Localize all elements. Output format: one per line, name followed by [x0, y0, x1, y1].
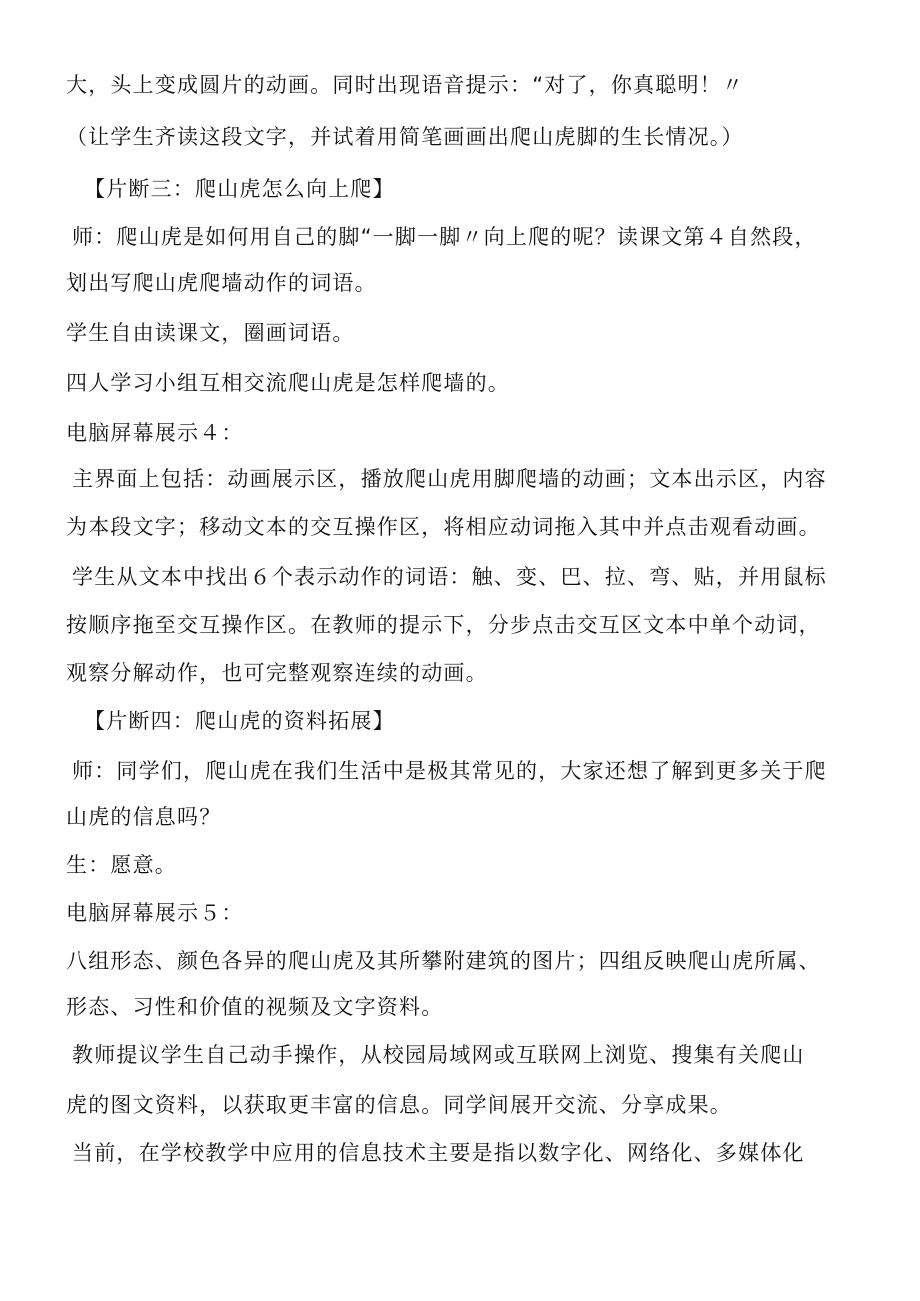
- text-line: 大，头上变成圆片的动画。同时出现语音提示：“对了，你真聪明！〃: [66, 73, 745, 97]
- text-line: 为本段文字；移动文本的交互操作区，将相应动词拖入其中并点击观看动画。: [66, 515, 821, 539]
- text-line: 教师提议学生自己动手操作，从校园局域网或互联网上浏览、搜集有关爬山: [72, 1043, 805, 1067]
- text-line: 四人学习小组互相交流爬山虎是怎样爬墙的。: [66, 371, 510, 395]
- text-line: 划出写爬山虎爬墙动作的词语。: [66, 271, 377, 295]
- text-line: 形态、习性和价值的视频及文字资料。: [66, 995, 444, 1019]
- text-line: 师：爬山虎是如何用自己的脚“一脚一脚〃向上爬的呢？读课文第４自然段，: [72, 225, 817, 249]
- text-line: 生：愿意。: [66, 853, 177, 877]
- text-line: 当前，在学校教学中应用的信息技术主要是指以数字化、网络化、多媒体化: [72, 1141, 805, 1165]
- section-heading: 【片断三：爬山虎怎么向上爬】: [84, 177, 395, 201]
- text-line: 师：同学们，爬山虎在我们生活中是极其常见的，大家还想了解到更多关于爬: [72, 759, 827, 783]
- text-line: 虎的图文资料，以获取更丰富的信息。同学间展开交流、分享成果。: [66, 1093, 732, 1117]
- text-line: 八组形态、颜色各异的爬山虎及其所攀附建筑的图片；四组反映爬山虎所属、: [66, 949, 821, 973]
- text-line: 学生自由读课文，圈画词语。: [66, 321, 355, 345]
- text-line: 电脑屏幕展示５：: [66, 901, 244, 925]
- text-line: 观察分解动作，也可完整观察连续的动画。: [66, 661, 488, 685]
- text-line: 电脑屏幕展示４：: [66, 421, 244, 445]
- text-line: 按顺序拖至交互操作区。在教师的提示下，分步点击交互区文本中单个动词，: [66, 613, 821, 637]
- section-heading: 【片断四：爬山虎的资料拓展】: [84, 709, 395, 733]
- text-line: 山虎的信息吗？: [66, 805, 222, 829]
- text-line: （让学生齐读这段文字，并试着用简笔画画出爬山虎脚的生长情况。）: [66, 125, 744, 149]
- text-line: 学生从文本中找出６个表示动作的词语：触、变、巴、拉、弯、贴，并用鼠标: [72, 565, 827, 589]
- text-line: 主界面上包括：动画展示区，播放爬山虎用脚爬墙的动画；文本出示区，内容: [72, 467, 827, 491]
